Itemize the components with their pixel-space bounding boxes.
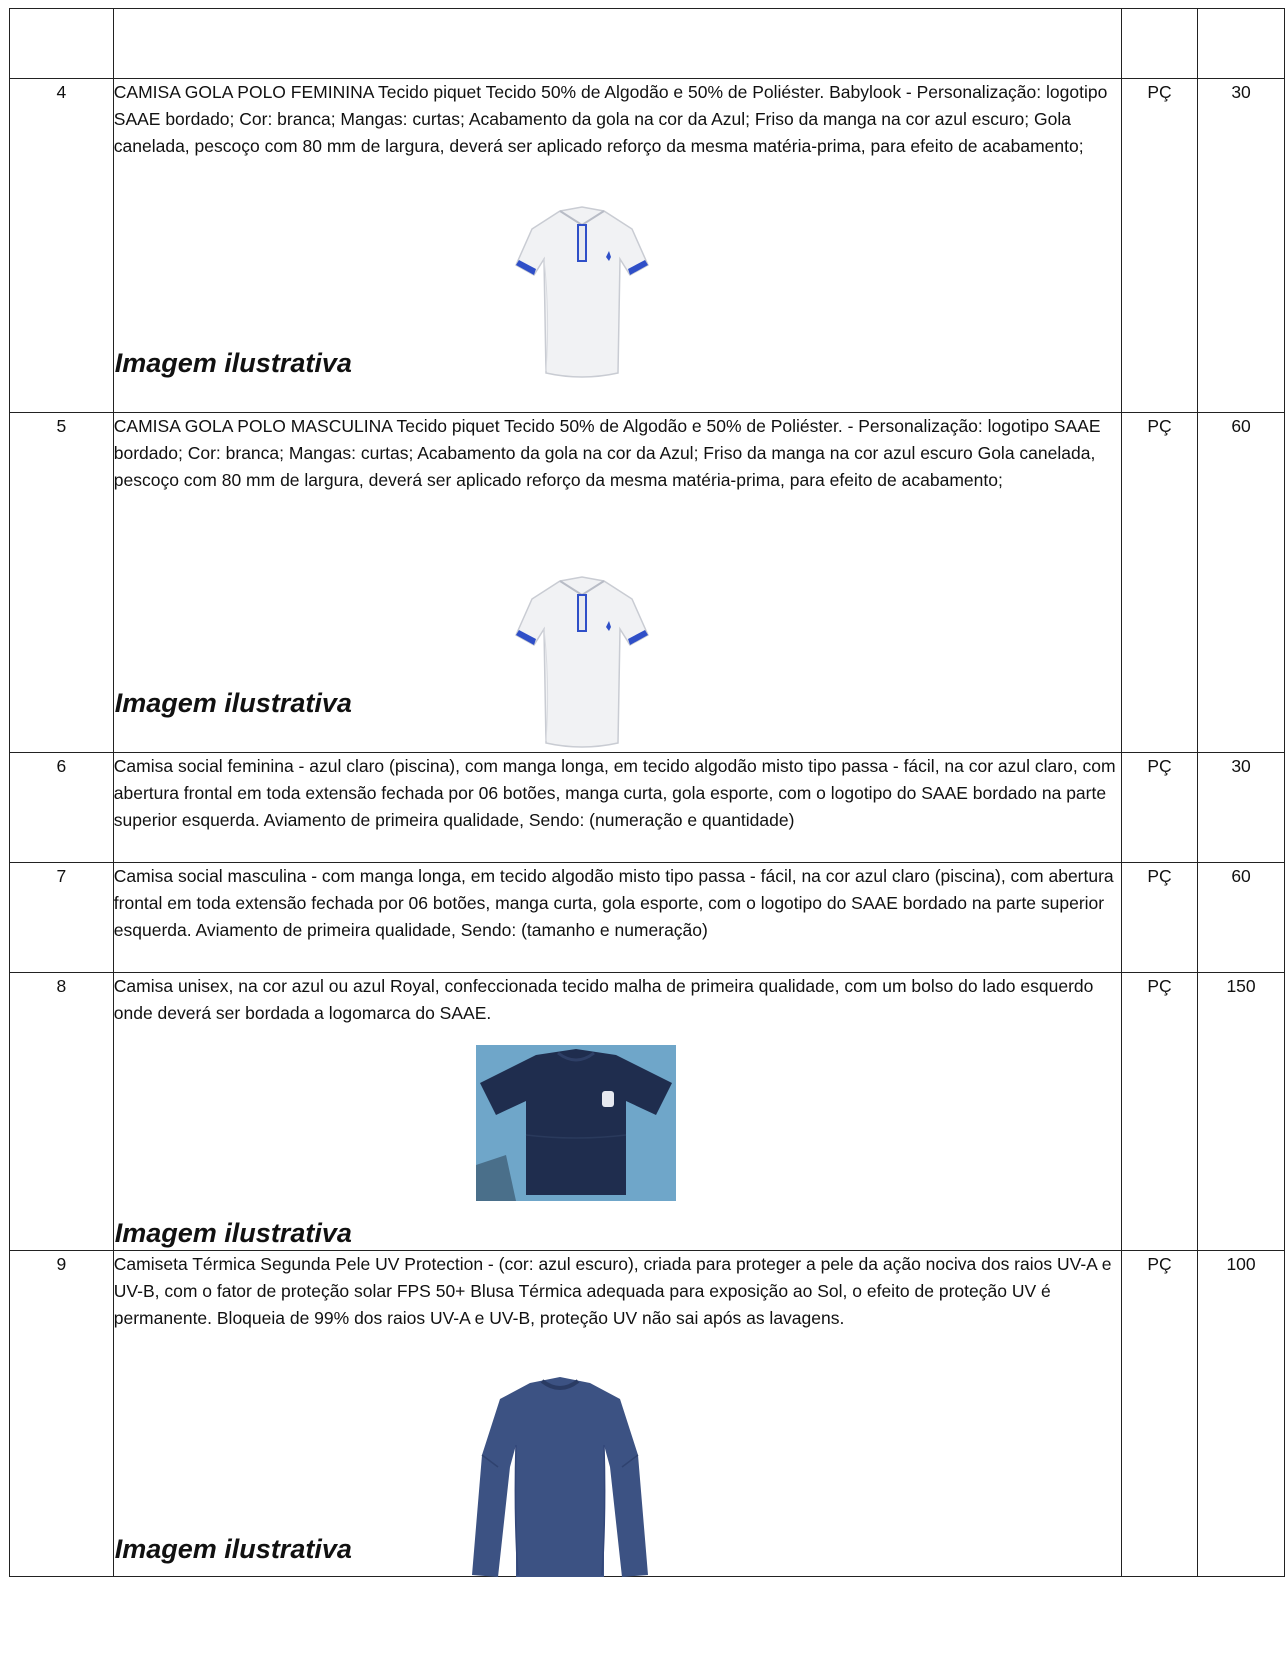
item-description-cell — [113, 863, 1121, 973]
item-description: CAMISA GOLA POLO FEMININA Tecido piquet Tecido 50% de Algodão e 50% de Poliéster. Babylook - Personalização: logotipo SAAE bordado; Cor: branca; Mangas: curtas; Acabamento da gola na cor da Azul; Friso da manga na cor azul escuro; Gola canelada, pescoço com 80 mm de largura, deverá ser aplicado reforço da mesma matéria-prima, para efeito de acabamento; — [113, 82, 1108, 156]
item-description: Camiseta Térmica Segunda Pele UV Protection - (cor: azul escuro), criada para proteger a pele da ação nociva dos raios UV-A e UV-B, com o fator de proteção solar FPS 50+ Blusa Térmica adequada para exposição ao Sol, o efeito de proteção UV é permanente. Bloqueia de 99% dos raios UV-A e UV-B, proteção UV não sai após as lavagens. — [113, 1254, 1112, 1328]
item-description: Camisa unisex, na cor azul ou azul Royal, confeccionada tecido malha de primeira qualidade, com um bolso do lado esquerdo onde deverá ser bordada a logomarca do SAAE. — [113, 976, 1094, 1023]
item-description: Camisa social feminina - azul claro (piscina), com manga longa, em tecido algodão misto tipo passa - fácil, na cor azul claro, com abertura frontal em toda extensão fechada por 06 botões, manga curta, gola esporte, com o logotipo do SAAE bordado na parte superior esquerda. Aviamento de primeira qualidade, Sendo: (numeração e quantidade) — [113, 756, 1116, 830]
num-cell — [10, 9, 114, 79]
item-number: 5 — [10, 413, 114, 753]
image-caption: Imagem ilustrativa — [114, 348, 352, 378]
image-caption: Imagem ilustrativa — [114, 1534, 352, 1564]
unit-cell — [1121, 9, 1197, 79]
item-quantity: 60 — [1198, 413, 1285, 753]
table-row — [10, 413, 1285, 753]
items-table — [9, 8, 1285, 1577]
item-quantity: 30 — [1198, 753, 1285, 863]
item-unit: PÇ — [1121, 863, 1197, 973]
navy-tshirt-image — [476, 1045, 676, 1201]
qty-cell — [1198, 9, 1285, 79]
item-number: 8 — [10, 973, 114, 1251]
image-caption: Imagem ilustrativa — [114, 688, 352, 718]
item-quantity: 30 — [1198, 79, 1285, 413]
item-description-cell — [113, 753, 1121, 863]
item-description: CAMISA GOLA POLO MASCULINA Tecido piquet Tecido 50% de Algodão e 50% de Poliéster. - Personalização: logotipo SAAE bordado; Cor: branca; Mangas: curtas; Acabamento da gola na cor da Azul; Friso da manga na cor azul escuro Gola canelada, pescoço com 80 mm de largura, deverá ser aplicado reforço da mesma matéria-prima, para efeito de acabamento; — [113, 416, 1101, 490]
white-polo-shirt-image — [514, 203, 650, 383]
item-unit: PÇ — [1121, 413, 1197, 753]
description-cell — [113, 9, 1121, 79]
table-row — [10, 753, 1285, 863]
item-description-cell — [113, 413, 1121, 753]
table-row-blank — [10, 9, 1285, 79]
item-description: Camisa social masculina - com manga longa, em tecido algodão misto tipo passa - fácil, na cor azul claro (piscina), com abertura frontal em toda extensão fechada por 06 botões, manga curta, gola esporte, com o logotipo do SAAE bordado na parte superior esquerda. Aviamento de primeira qualidade, Sendo: (tamanho e numeração) — [113, 866, 1114, 940]
item-quantity: 100 — [1198, 1251, 1285, 1577]
item-number: 7 — [10, 863, 114, 973]
item-quantity: 60 — [1198, 863, 1285, 973]
item-description-cell — [113, 1251, 1121, 1577]
item-unit: PÇ — [1121, 973, 1197, 1251]
item-description-cell — [113, 973, 1121, 1251]
table-row — [10, 79, 1285, 413]
item-unit: PÇ — [1121, 753, 1197, 863]
item-description-cell — [113, 79, 1121, 413]
navy-long-sleeve-shirt-image — [470, 1375, 650, 1577]
item-number: 4 — [10, 79, 114, 413]
white-polo-shirt-image — [514, 573, 650, 753]
table-row — [10, 973, 1285, 1251]
item-quantity: 150 — [1198, 973, 1285, 1251]
item-number: 9 — [10, 1251, 114, 1577]
item-unit: PÇ — [1121, 1251, 1197, 1577]
table-row — [10, 1251, 1285, 1577]
item-unit: PÇ — [1121, 79, 1197, 413]
image-caption: Imagem ilustrativa — [114, 1218, 352, 1248]
item-number: 6 — [10, 753, 114, 863]
table-row — [10, 863, 1285, 973]
